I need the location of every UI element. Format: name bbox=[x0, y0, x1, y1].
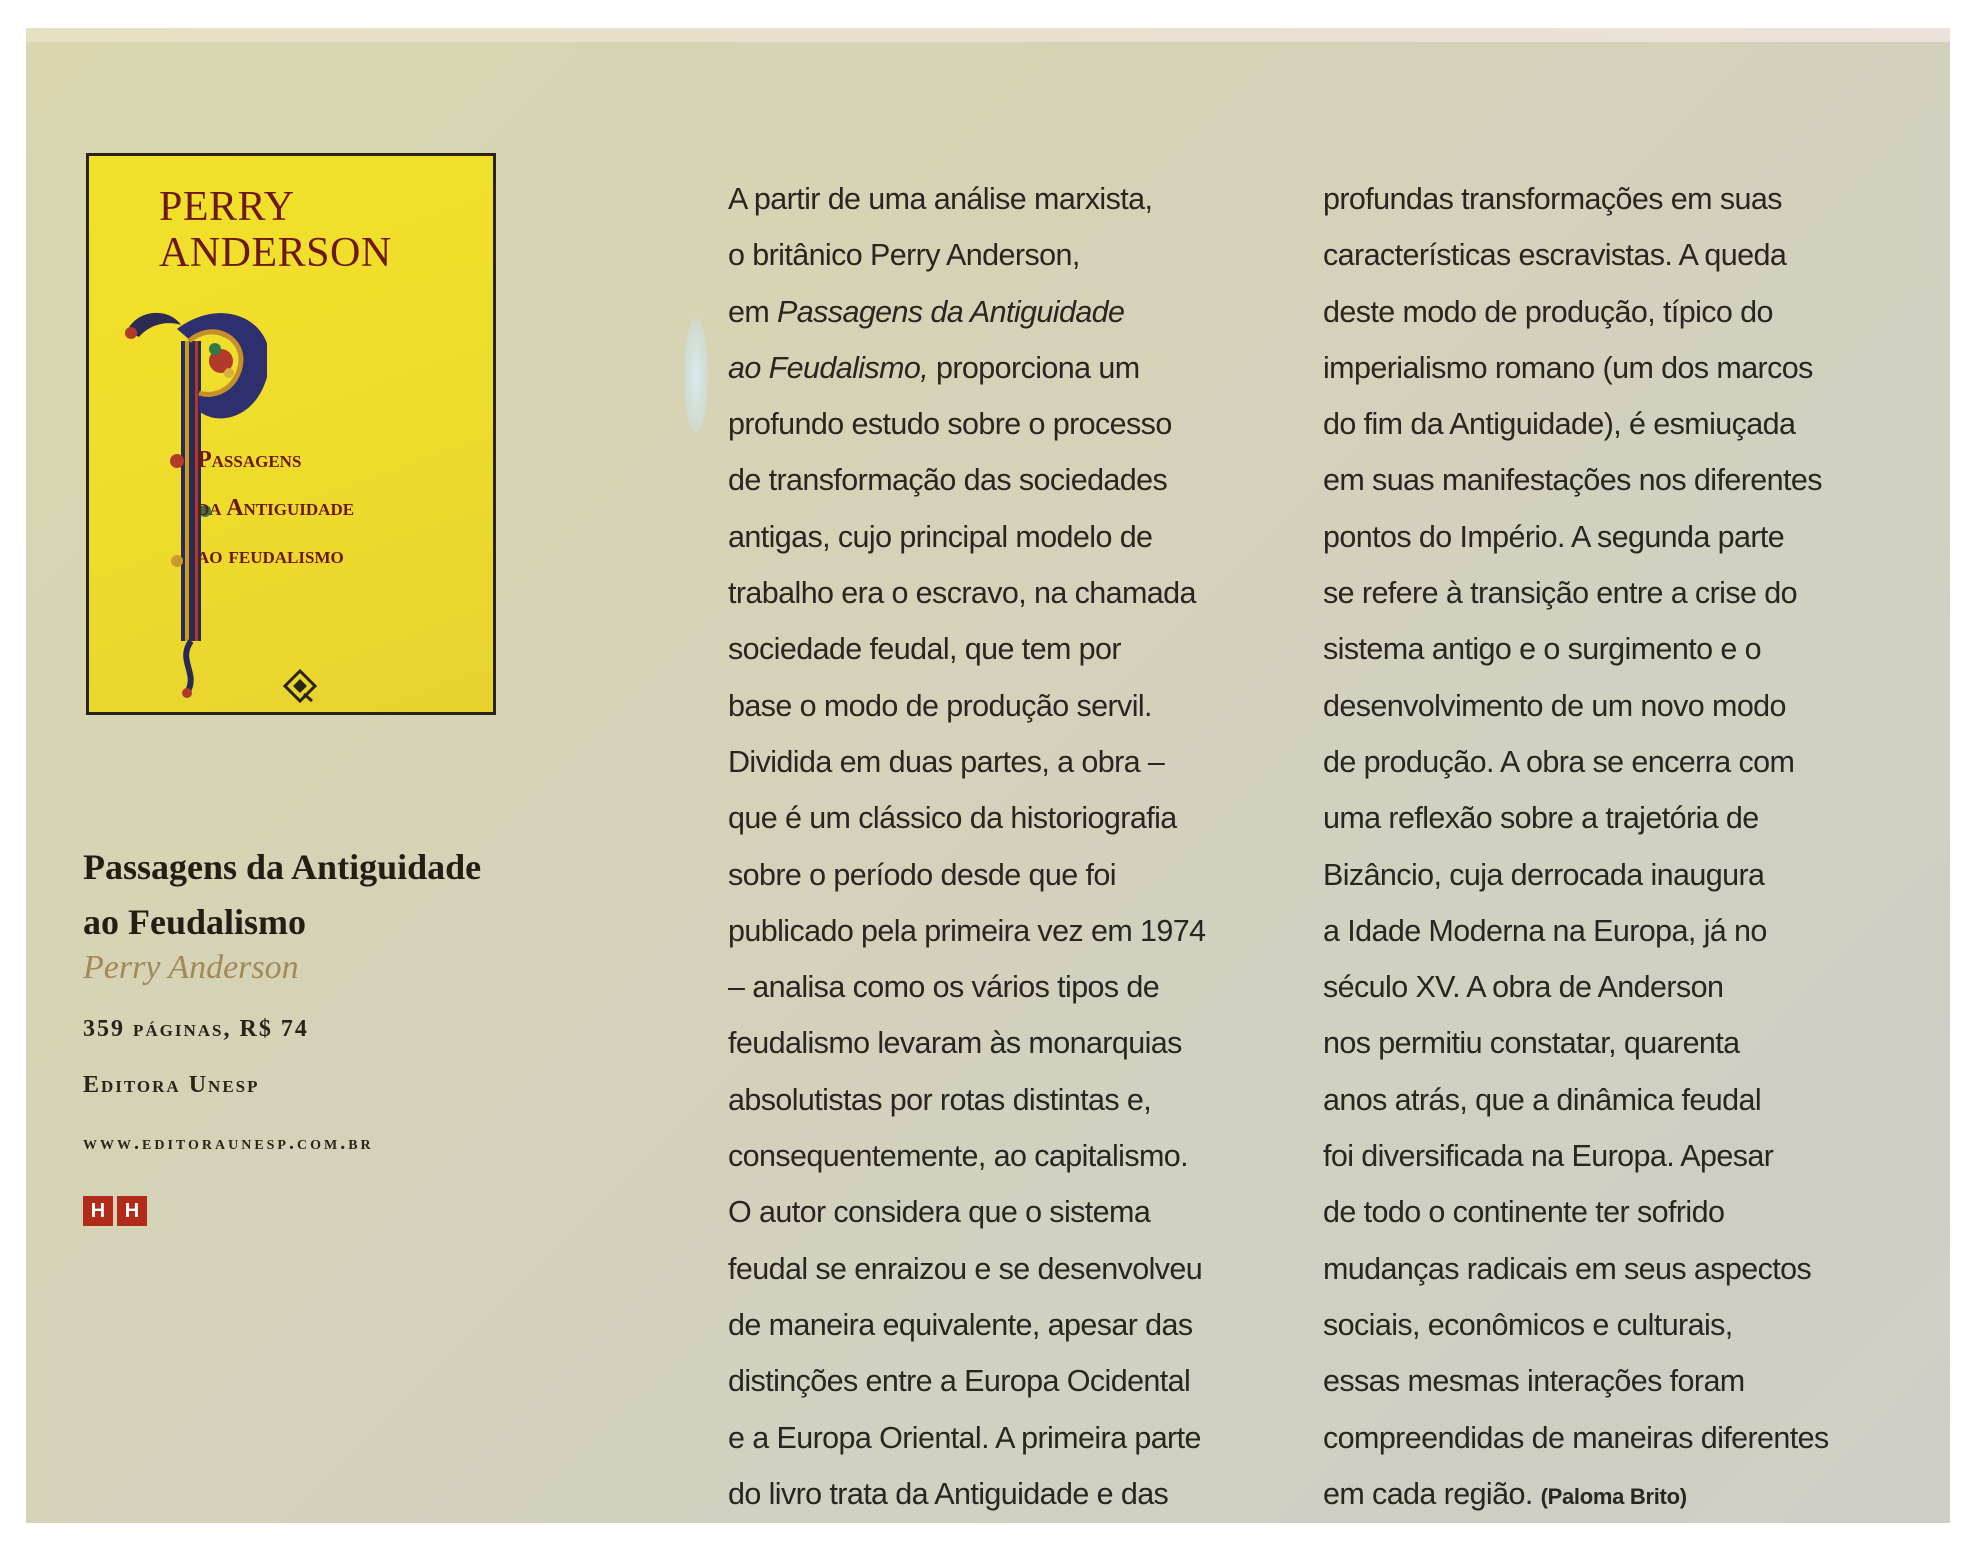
review-line: compreendidas de maneiras diferentes bbox=[1323, 1420, 1829, 1455]
review-line: características escravistas. A queda bbox=[1323, 238, 1787, 273]
review-line: século XV. A obra de Anderson bbox=[1323, 970, 1724, 1005]
hh-badge bbox=[83, 1196, 147, 1226]
publisher-logo-icon bbox=[282, 668, 318, 704]
review-line: do livro trata da Antiguidade e das bbox=[728, 1476, 1169, 1511]
review-line: profundo estudo sobre o processo bbox=[728, 407, 1172, 442]
review-line: publicado pela primeira vez em 1974 bbox=[728, 913, 1206, 948]
cover-title-line: Passagens bbox=[197, 447, 302, 473]
book-title-line: ao Feudalismo bbox=[83, 902, 307, 942]
review-line: de transformação das sociedades bbox=[728, 463, 1168, 498]
review-line: o britânico Perry Anderson, bbox=[728, 238, 1080, 273]
book-title-line: Passagens da Antiguidade bbox=[83, 847, 482, 887]
review-line: distinções entre a Europa Ocidental bbox=[728, 1364, 1191, 1399]
publisher: Editora Unesp bbox=[83, 1072, 260, 1098]
review-line: Dividida em duas partes, a obra – bbox=[728, 744, 1165, 779]
review-line: em suas manifestações nos diferentes bbox=[1323, 463, 1822, 498]
review-line bbox=[728, 284, 1205, 340]
review-line: sociais, econômicos e culturais, bbox=[1323, 1307, 1733, 1342]
review-line: nos permitiu constatar, quarenta bbox=[1323, 1026, 1740, 1061]
review-line: foi diversificada na Europa. Apesar bbox=[1323, 1139, 1774, 1174]
review-line: se refere à transição entre a crise do bbox=[1323, 576, 1797, 611]
review-line: desenvolvimento de um novo modo bbox=[1323, 688, 1786, 723]
review-line: deste modo de produção, típico do bbox=[1323, 294, 1773, 329]
magazine-page bbox=[26, 28, 1950, 1523]
review-line: pontos do Império. A segunda parte bbox=[1323, 519, 1785, 554]
review-line: O autor considera que o sistema bbox=[728, 1195, 1151, 1230]
cover-title-line: ao feudalismo bbox=[197, 543, 344, 569]
review-line: feudal se enraizou e se desenvolveu bbox=[728, 1251, 1203, 1286]
review-line: antigas, cujo principal modelo de bbox=[728, 519, 1153, 554]
review-line: e a Europa Oriental. A primeira parte bbox=[728, 1420, 1201, 1455]
review-line bbox=[1323, 1466, 1829, 1523]
review-line: que é um clássico da historiografia bbox=[728, 801, 1177, 836]
review-line bbox=[728, 340, 1205, 396]
review-text: em bbox=[728, 294, 778, 329]
review-text: em cada região. bbox=[1323, 1476, 1541, 1511]
book-title bbox=[83, 840, 603, 950]
review-line: consequentemente, ao capitalismo. bbox=[728, 1139, 1189, 1174]
review-line: A partir de uma análise marxista, bbox=[728, 182, 1153, 216]
review-line: base o modo de produção servil. bbox=[728, 688, 1152, 723]
cover-title-line: da Antiguidade bbox=[197, 495, 355, 521]
review-line: sistema antigo e o surgimento e o bbox=[1323, 632, 1761, 667]
review-column-2 bbox=[1323, 171, 1829, 1523]
hh-badge-letter: H bbox=[83, 1196, 113, 1226]
review-line: imperialismo romano (um dos marcos bbox=[1323, 350, 1813, 385]
review-line: absolutistas por rotas distintas e, bbox=[728, 1082, 1152, 1117]
scan-speck bbox=[684, 318, 708, 433]
review-line: profundas transformações em suas bbox=[1323, 182, 1782, 216]
review-line: de todo o continente ter sofrido bbox=[1323, 1195, 1725, 1230]
hh-badge-letter: H bbox=[117, 1196, 147, 1226]
review-line: Bizâncio, cuja derrocada inaugura bbox=[1323, 857, 1765, 892]
cover-author-line: ANDERSON bbox=[159, 230, 392, 276]
cover-title bbox=[197, 436, 487, 580]
book-title-italic: Passagens da Antiguidade bbox=[777, 294, 1125, 329]
cover-author bbox=[159, 184, 479, 276]
review-line: feudalismo levaram às monarquias bbox=[728, 1026, 1182, 1061]
scan-edge bbox=[26, 28, 1950, 42]
book-author: Perry Anderson bbox=[83, 949, 299, 986]
review-line: de maneira equivalente, apesar das bbox=[728, 1307, 1193, 1342]
review-text: proporciona um bbox=[928, 350, 1140, 385]
review-line: – analisa como os vários tipos de bbox=[728, 970, 1160, 1005]
review-line: anos atrás, que a dinâmica feudal bbox=[1323, 1082, 1761, 1117]
review-line: essas mesmas interações foram bbox=[1323, 1364, 1745, 1399]
cover-author-line: PERRY bbox=[159, 184, 295, 230]
review-line: uma reflexão sobre a trajetória de bbox=[1323, 801, 1759, 836]
book-cover bbox=[86, 153, 496, 715]
review-credit: (Paloma Brito) bbox=[1540, 1483, 1687, 1509]
review-line: sociedade feudal, que tem por bbox=[728, 632, 1121, 667]
review-line: do fim da Antiguidade), é esmiuçada bbox=[1323, 407, 1796, 442]
review-line: trabalho era o escravo, na chamada bbox=[728, 576, 1196, 611]
publisher-website: www.editoraunesp.com.br bbox=[83, 1132, 374, 1154]
review-column-1 bbox=[728, 171, 1205, 1522]
review-line: mudanças radicais em seus aspectos bbox=[1323, 1251, 1812, 1286]
review-line: de produção. A obra se encerra com bbox=[1323, 744, 1795, 779]
pages-price: 359 páginas, R$ 74 bbox=[83, 1016, 309, 1042]
review-line: sobre o período desde que foi bbox=[728, 857, 1116, 892]
book-title-italic: ao Feudalismo, bbox=[728, 350, 929, 385]
review-line: a Idade Moderna na Europa, já no bbox=[1323, 913, 1767, 948]
